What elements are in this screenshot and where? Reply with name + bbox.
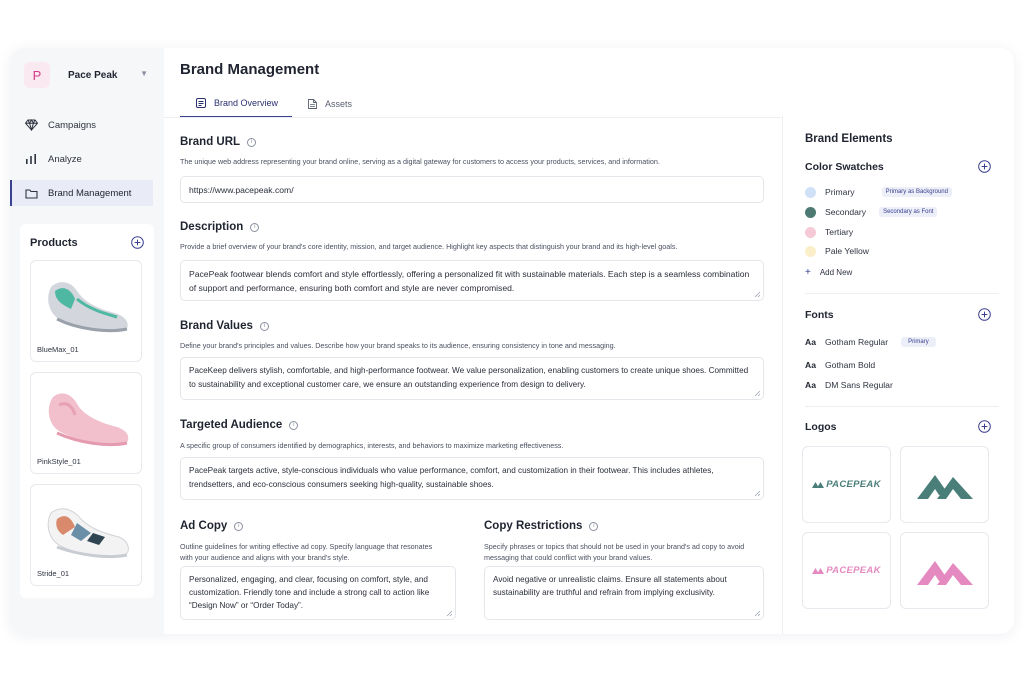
swatch-color: [805, 207, 816, 218]
ad-copy-description: Outline guidelines for writing effective ad copy. Specify language that resonates with your audience and aligns with your brand's style.: [180, 542, 433, 562]
bar-chart-icon: [24, 152, 38, 166]
product-name: PinkStyle_01: [37, 457, 81, 466]
swatch-tertiary[interactable]: [805, 225, 853, 239]
copy-restrictions-textarea[interactable]: [484, 566, 764, 620]
divider: [805, 293, 999, 294]
resize-handle-icon[interactable]: [754, 490, 761, 497]
diamond-icon: [24, 118, 38, 132]
sidebar-item-label: Analyze: [48, 153, 82, 165]
swatch-primary[interactable]: [805, 185, 952, 199]
workspace-switcher[interactable]: [20, 60, 156, 90]
sidebar-item-analyze[interactable]: [10, 146, 164, 172]
resize-handle-icon[interactable]: [446, 610, 453, 617]
plus-icon: +: [805, 267, 811, 278]
logos-title: Logos: [805, 421, 837, 433]
info-icon[interactable]: i: [289, 421, 298, 430]
swatch-color: [805, 227, 816, 238]
font-item[interactable]: [805, 335, 936, 349]
description-description: Provide a brief overview of your brand's core identity, mission, and target audience. Highlight key aspects that distinguish your brand and its high-level goals.: [180, 242, 678, 251]
targeted-audience-description: A specific group of consumers identified by demographics, interests, and behaviors to maximize marketing effectiveness.: [180, 441, 564, 450]
brand-elements-title: Brand Elements: [805, 133, 893, 145]
sidebar-item-campaigns[interactable]: [10, 112, 164, 138]
brand-values-heading: [180, 320, 269, 332]
section-title: Copy Restrictions: [484, 520, 583, 532]
product-card[interactable]: [30, 260, 142, 362]
mountain-logo-icon: [915, 469, 975, 501]
add-logo-icon[interactable]: [978, 420, 991, 438]
logo-mark-teal[interactable]: [900, 446, 989, 523]
info-icon[interactable]: i: [247, 138, 256, 147]
document-icon: [308, 99, 317, 109]
font-sample: Aa: [805, 360, 816, 370]
font-tag: Primary: [901, 337, 936, 347]
divider: [805, 406, 999, 407]
logo-wordmark: [812, 565, 880, 576]
brand-values-textarea[interactable]: [180, 357, 764, 400]
resize-handle-icon[interactable]: [754, 291, 761, 298]
info-icon[interactable]: i: [234, 522, 243, 531]
description-heading: [180, 221, 259, 233]
workspace-name: Pace Peak: [68, 69, 118, 81]
swatch-pale-yellow[interactable]: [805, 244, 869, 258]
sidebar-item-label: Brand Management: [48, 187, 132, 199]
logo-text: PACEPEAK: [826, 479, 881, 490]
brand-url-input[interactable]: https://www.pacepeak.com/: [180, 176, 764, 203]
resize-handle-icon[interactable]: [754, 610, 761, 617]
font-name: DM Sans Regular: [825, 380, 893, 390]
section-title: Targeted Audience: [180, 419, 283, 431]
logo-mark-icon: [812, 567, 824, 574]
swatch-color: [805, 246, 816, 257]
description-text: PacePeak footwear blends comfort and style effortlessly, offering a personalized fit with sustainable materials. Each step is a seamless combination of support and performance, ensuring both comfort and style are never compromised.: [189, 269, 750, 293]
sidebar-item-label: Campaigns: [48, 119, 97, 131]
logo-wordmark-teal[interactable]: [802, 446, 891, 523]
swatch-name: Tertiary: [825, 227, 854, 237]
sidebar-item-brand-management[interactable]: [10, 180, 153, 206]
fonts-title: Fonts: [805, 309, 834, 321]
tab-label: Brand Overview: [214, 98, 279, 108]
info-icon[interactable]: i: [250, 223, 259, 232]
sidebar-nav: [10, 112, 164, 214]
logo-mark-icon: [812, 481, 824, 488]
font-name: Gotham Regular: [825, 337, 889, 347]
tab-label: Assets: [325, 99, 353, 109]
copy-restrictions-heading: [484, 520, 598, 532]
page-title: Brand Management: [180, 61, 320, 78]
tab-bar: [180, 90, 366, 118]
products-panel: [20, 224, 154, 598]
tab-assets[interactable]: [292, 90, 366, 118]
chevron-down-icon: ▼: [140, 69, 148, 78]
folder-icon: [24, 186, 38, 200]
ad-copy-textarea[interactable]: [180, 566, 456, 620]
description-textarea[interactable]: [180, 260, 764, 301]
swatch-name: Primary: [825, 187, 855, 197]
logo-wordmark: [812, 479, 880, 490]
swatch-tag: Secondary as Font: [879, 207, 937, 217]
brand-elements-panel: [782, 116, 1014, 634]
add-new-label: Add New: [819, 268, 853, 277]
copy-restrictions-description: Specify phrases or topics that should not be used in your brand's ad copy to avoid messaging that could conflict with your brand values.: [484, 542, 745, 562]
brand-url-heading: [180, 136, 256, 148]
shoe-image: [37, 381, 137, 453]
add-font-icon[interactable]: [978, 308, 991, 326]
logo-wordmark-pink[interactable]: [802, 532, 891, 609]
brand-values-text: PaceKeep delivers stylish, comfortable, and high-performance footwear. We value personalization, enabling customers to create unique shoes. Committed to sustainability and exceptional customer care, we ensure an outstanding experience from design to delivery.: [189, 366, 749, 389]
shoe-image: [37, 269, 137, 341]
color-swatches-title: Color Swatches: [805, 161, 884, 173]
targeted-audience-heading: [180, 419, 298, 431]
info-icon[interactable]: i: [260, 322, 269, 331]
font-name: Gotham Bold: [825, 360, 876, 370]
ad-copy-text: Personalized, engaging, and clear, focusing on comfort, style, and customization. Friendly tone and include a strong call to action like “Design Now” or “Order Today”.: [189, 575, 430, 610]
tab-brand-overview[interactable]: [180, 90, 292, 118]
targeted-audience-textarea[interactable]: [180, 457, 764, 500]
main-content: [164, 48, 781, 634]
app-window: [10, 48, 1014, 634]
shoe-image: [37, 493, 137, 565]
section-title: Brand Values: [180, 320, 253, 332]
swatch-color: [805, 187, 816, 198]
product-card[interactable]: [30, 372, 142, 474]
swatch-tag: Primary as Background: [882, 187, 952, 197]
workspace-avatar: P: [24, 62, 50, 88]
font-sample: Aa: [805, 337, 816, 347]
swatch-name: Pale Yellow: [825, 246, 869, 256]
logo-mark-pink[interactable]: [900, 532, 989, 609]
copy-restrictions-text: Avoid negative or unrealistic claims. Ensure all statements about sustainability are truthful and refrain from implying exclusivity.: [493, 575, 727, 597]
tab-divider: [164, 117, 781, 118]
targeted-audience-text: PacePeak targets active, style-conscious individuals who value performance, comfort, and customization in their footwear. This includes athletes, trendsetters, and eco-conscious consumers seeking high-quality, sustainable shoes.: [189, 466, 714, 489]
product-name: Stride_01: [37, 569, 70, 578]
mountain-logo-icon: [915, 555, 975, 587]
brand-overview-icon: [196, 98, 206, 108]
ad-copy-heading: [180, 520, 243, 532]
section-title: Brand URL: [180, 136, 241, 148]
add-new-swatch-button[interactable]: [805, 267, 852, 278]
font-item[interactable]: [805, 358, 875, 372]
brand-values-description: Define your brand's principles and values. Describe how your brand speaks to its audience, ensuring consistency in tone and messaging.: [180, 341, 616, 350]
sidebar: [10, 48, 164, 634]
brand-url-description: The unique web address representing your brand online, serving as a digital gateway for customers to access your products, services, and information.: [180, 157, 660, 166]
product-card[interactable]: [30, 484, 142, 586]
product-name: BlueMax_01: [37, 345, 79, 354]
resize-handle-icon[interactable]: [754, 390, 761, 397]
section-title: Description: [180, 221, 244, 233]
section-title: Ad Copy: [180, 520, 228, 532]
swatch-secondary[interactable]: [805, 205, 937, 219]
add-product-icon[interactable]: [131, 236, 144, 254]
font-item[interactable]: [805, 378, 893, 392]
font-sample: Aa: [805, 380, 816, 390]
info-icon[interactable]: i: [589, 522, 598, 531]
add-color-icon[interactable]: [978, 160, 991, 178]
products-title: Products: [30, 237, 78, 249]
logo-text: PACEPEAK: [826, 565, 881, 576]
swatch-name: Secondary: [825, 207, 867, 217]
